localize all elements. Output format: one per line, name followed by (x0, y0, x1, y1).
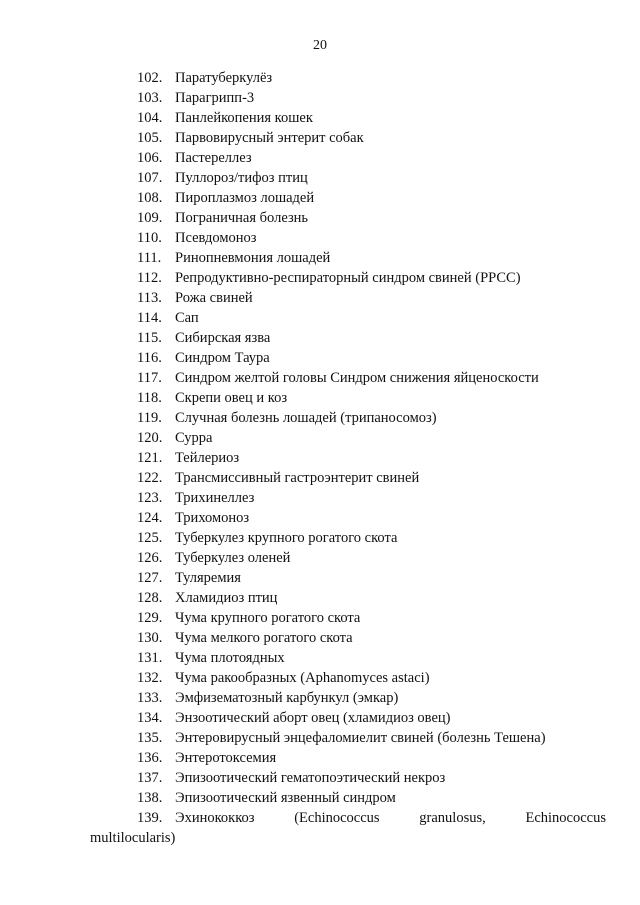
list-item-number: 107. (137, 170, 163, 186)
list-item (0, 808, 640, 848)
list-item-text: Тейлериоз (175, 450, 240, 466)
list-item-number: 122. (137, 470, 163, 486)
list-item (0, 248, 640, 268)
list-item (0, 648, 640, 668)
list-item (0, 668, 640, 688)
list-item (0, 68, 640, 88)
list-item-text: Трихинеллез (175, 490, 255, 506)
list-item-number: 109. (137, 210, 163, 226)
list-item-number: 110. (137, 230, 162, 246)
list-item (0, 688, 640, 708)
page-number: 20 (313, 38, 327, 53)
list-item-text: Трихомоноз (175, 510, 250, 526)
list-item (0, 268, 640, 288)
list-item (0, 108, 640, 128)
list-item (0, 548, 640, 568)
list-item-text: Сибирская язва (175, 330, 271, 346)
list-item-number: 136. (137, 750, 163, 766)
list-item-number: 112. (137, 270, 162, 286)
list-item (0, 208, 640, 228)
list-item-text: Синдром желтой головы Синдром снижения яйценоскости (175, 370, 539, 386)
list-item-number: 135. (137, 730, 163, 746)
list-item-text: Туляремия (175, 570, 241, 586)
list-item (0, 428, 640, 448)
list-item-number: 104. (137, 110, 163, 126)
list-item (0, 468, 640, 488)
list-item-text: Скрепи овец и коз (175, 390, 288, 406)
list-item (0, 588, 640, 608)
list-item-text: Ринопневмония лошадей (175, 250, 331, 266)
list-item-number: 102. (137, 70, 163, 86)
list-item-text: Пограничная болезнь (175, 210, 309, 226)
list-item-number: 132. (137, 670, 163, 686)
list-item-text: Туберкулез оленей (175, 550, 291, 566)
list-item-text-line-2: multilocularis) (90, 830, 176, 846)
list-item-text: Парагрипп-3 (175, 90, 255, 106)
list-item-text: Энтеротоксемия (175, 750, 277, 766)
list-item-text: Эпизоотический гематопоэтический некроз (175, 770, 446, 786)
list-item-number: 121. (137, 450, 163, 466)
list-item (0, 88, 640, 108)
list-item-number: 106. (137, 150, 163, 166)
list-item (0, 788, 640, 808)
list-item-number: 126. (137, 550, 163, 566)
list-item (0, 408, 640, 428)
list-items (0, 68, 640, 808)
list-item (0, 728, 640, 748)
list-item (0, 608, 640, 628)
list-item (0, 228, 640, 248)
list-item-text: Энзоотический аборт овец (хламидиоз овец) (175, 710, 451, 726)
list-item-number: 118. (137, 390, 162, 406)
list-item-number: 115. (137, 330, 162, 346)
list-item-text: Чума крупного рогатого скота (175, 610, 361, 626)
list-item-word: Echinococcus (525, 810, 606, 826)
list-item (0, 148, 640, 168)
list-item-text: Псевдомоноз (175, 230, 257, 246)
list-item-word: Эхинококкоз (175, 810, 255, 826)
disease-list (0, 68, 640, 848)
list-item-text: Сап (175, 310, 199, 326)
list-item-text: Сурра (175, 430, 213, 446)
list-item-number: 108. (137, 190, 163, 206)
list-item (0, 708, 640, 728)
list-item-text: Репродуктивно-респираторный синдром свиней (РРСС) (175, 270, 521, 286)
list-item (0, 168, 640, 188)
list-item-text: Туберкулез крупного рогатого скота (175, 530, 398, 546)
list-item (0, 288, 640, 308)
list-item-number: 124. (137, 510, 163, 526)
list-item-text: Трансмиссивный гастроэнтерит свиней (175, 470, 420, 486)
list-item (0, 448, 640, 468)
list-item-text: Парвовирусный энтерит собак (175, 130, 364, 146)
list-item-number: 125. (137, 530, 163, 546)
list-item-text: Чума плотоядных (175, 650, 285, 666)
list-item-number: 138. (137, 790, 163, 806)
list-item-number: 130. (137, 630, 163, 646)
list-item (0, 568, 640, 588)
list-item-word: (Echinococcus (294, 810, 380, 826)
list-item-number: 129. (137, 610, 163, 626)
list-item-text: Энтеровирусный энцефаломиелит свиней (болезнь Тешена) (175, 730, 546, 746)
list-item-number: 127. (137, 570, 163, 586)
list-item-text: Паратуберкулёз (175, 70, 273, 86)
list-item-text: Хламидиоз птиц (175, 590, 278, 606)
list-item-number: 131. (137, 650, 163, 666)
list-item-number: 103. (137, 90, 163, 106)
list-item (0, 508, 640, 528)
list-item-number: 120. (137, 430, 163, 446)
list-item-number: 117. (137, 370, 162, 386)
list-item (0, 748, 640, 768)
list-item (0, 348, 640, 368)
list-item-number: 114. (137, 310, 162, 326)
list-item-text: Случная болезнь лошадей (трипаносомоз) (175, 410, 437, 426)
list-item (0, 128, 640, 148)
list-item-text: Пироплазмоз лошадей (175, 190, 315, 206)
list-item-number: 111. (137, 250, 162, 266)
list-item-number: 119. (137, 410, 162, 426)
list-item-number: 134. (137, 710, 163, 726)
list-item-text: Пуллороз/тифоз птиц (175, 170, 308, 186)
list-item (0, 328, 640, 348)
list-item (0, 488, 640, 508)
list-item-text: Синдром Таура (175, 350, 270, 366)
list-item-text: Панлейкопения кошек (175, 110, 313, 126)
list-item (0, 628, 640, 648)
list-item (0, 368, 640, 388)
list-item-number: 137. (137, 770, 163, 786)
list-item-text-line-1 (175, 808, 606, 828)
list-item-number: 128. (137, 590, 163, 606)
list-item-number: 113. (137, 290, 162, 306)
list-item (0, 308, 640, 328)
list-item-text: Чума мелкого рогатого скота (175, 630, 353, 646)
list-item (0, 528, 640, 548)
list-item-number: 116. (137, 350, 162, 366)
list-item-number: 105. (137, 130, 163, 146)
list-item-text: Рожа свиней (175, 290, 253, 306)
list-item-text: Чума ракообразных (Aphanomyces astaci) (175, 670, 430, 686)
list-item-word: granulosus, (419, 810, 486, 826)
list-item-number: 123. (137, 490, 163, 506)
list-item-text: Эпизоотический язвенный синдром (175, 790, 396, 806)
list-item (0, 768, 640, 788)
list-item-text: Эмфизематозный карбункул (эмкар) (175, 690, 399, 706)
list-item-number: 133. (137, 690, 163, 706)
list-item-text: Пастереллез (175, 150, 252, 166)
list-item-number: 139. (137, 810, 163, 826)
list-item (0, 388, 640, 408)
list-item (0, 188, 640, 208)
